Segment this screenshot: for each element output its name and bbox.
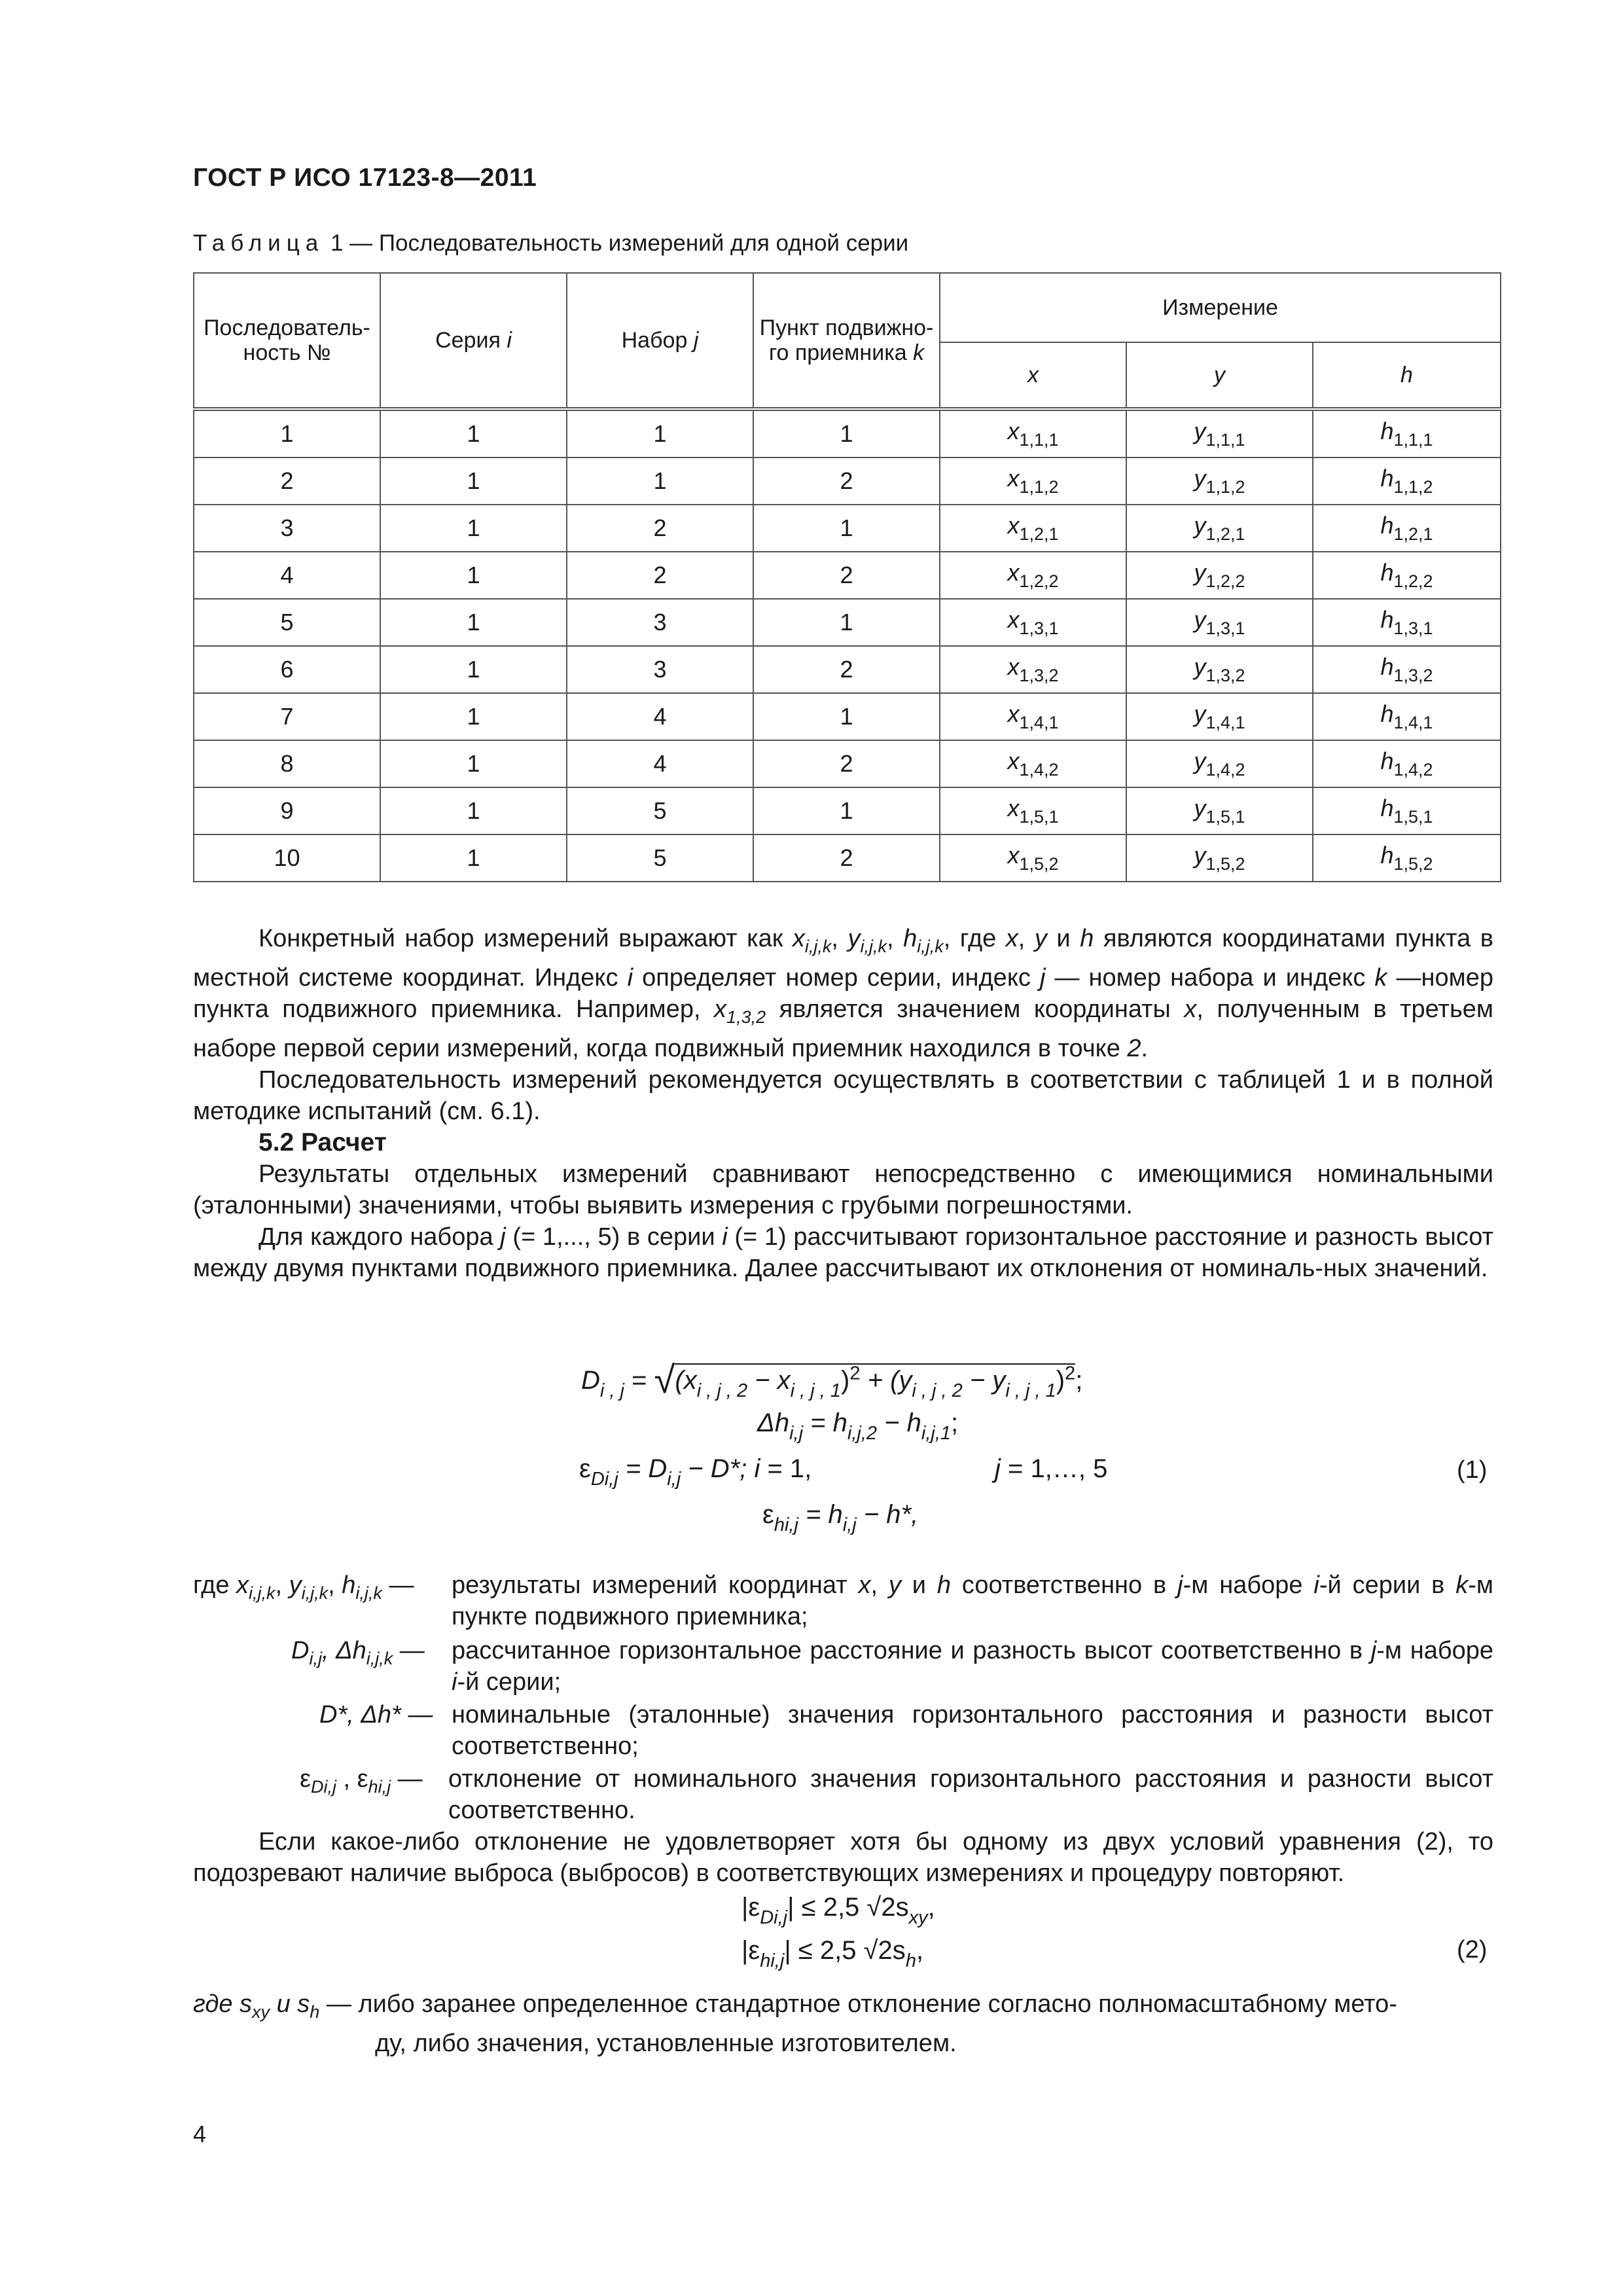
where-desc-nominal: номинальные (эталонные) значения горизонтального расстояния и разности высот соответственно; <box>452 1701 1493 1760</box>
table-cell-i: 1 <box>380 646 567 693</box>
equation-distance-deviation: $\varepsilon_{Di,j} = D_{i,j} - D*$; i = 1, <box>579 1454 812 1490</box>
table-cell-j: 4 <box>567 740 753 787</box>
table-cell-n: 6 <box>194 646 380 693</box>
table-caption-text: 1 — Последовательность измерений для одной серии <box>324 230 909 256</box>
table-cell-y: $y_{1,5,1}$ <box>1126 787 1313 834</box>
table-row <box>194 834 1501 882</box>
body-text <box>193 923 1493 1284</box>
table-cell-j: 3 <box>567 599 753 646</box>
table-cell-j: 2 <box>567 505 753 552</box>
table-cell-x: $x_{1,2,2}$ <box>940 552 1126 599</box>
table-cell-n: 10 <box>194 834 380 882</box>
table-cell-h: $h_{1,3,1}$ <box>1313 599 1501 646</box>
paragraph-sequence: Последовательность измерений рекомендуется осуществлять в соответствии с таблицей 1 и в полной методике испытаний (см. 6.1). <box>193 1066 1493 1125</box>
table-cell-y: $y_{1,2,1}$ <box>1126 505 1313 552</box>
table-cell-y: $y_{1,3,1}$ <box>1126 599 1313 646</box>
table-cell-i: 1 <box>380 409 567 457</box>
table-cell-i: 1 <box>380 505 567 552</box>
table-cell-i: 1 <box>380 457 567 505</box>
table-cell-y: $y_{1,5,2}$ <box>1126 834 1313 882</box>
table-cell-h: $h_{1,3,2}$ <box>1313 646 1501 693</box>
where-std-line-2: ду, либо значения, установленные изготовителем. <box>375 2030 957 2057</box>
table-cell-h: $h_{1,4,2}$ <box>1313 740 1501 787</box>
table-cell-x: $x_{1,1,2}$ <box>940 457 1126 505</box>
sqrt-icon: √ <box>654 1359 675 1401</box>
where-std-line-1: где $s_{xy}$ и $s_h$ — либо заранее определенное стандартное отклонение согласно полномасштабному мето- <box>193 1990 1397 2022</box>
table-cell-n: 7 <box>194 693 380 740</box>
paragraph-comparison: Результаты отдельных измерений сравнивают непосредственно с имеющимися номинальными (эталонными) значениями, чтобы выявить измерения с грубыми погрешностями. <box>193 1160 1493 1219</box>
table-row <box>194 646 1501 693</box>
equation-distance-condition: $|\varepsilon_{Di,j}| \le 2,5$ $√2s_{xy}$, <box>741 1893 935 1928</box>
table-cell-n: 1 <box>194 409 380 457</box>
table-cell-y: $y_{1,4,2}$ <box>1126 740 1313 787</box>
equation-distance: $D_{i , j} = √(x_{i , j , 2} - x_{i , j , 1})^2 + (y_{i , j , 2} - y_{i , j , 1})^2$; <box>581 1359 1083 1401</box>
table-row <box>194 457 1501 505</box>
col-header-series: Серия i <box>380 273 567 409</box>
table-row <box>194 505 1501 552</box>
table-cell-j: 4 <box>567 693 753 740</box>
table-cell-y: $y_{1,1,2}$ <box>1126 457 1313 505</box>
table-cell-j: 3 <box>567 646 753 693</box>
table-caption-word: Таблица <box>193 230 325 256</box>
table-cell-x: $x_{1,3,1}$ <box>940 599 1126 646</box>
col-header-measurement: Измерение <box>940 273 1501 342</box>
table-cell-k: 1 <box>753 693 940 740</box>
table-cell-h: $h_{1,1,1}$ <box>1313 409 1501 457</box>
table-cell-x: $x_{1,5,2}$ <box>940 834 1126 882</box>
table-cell-k: 2 <box>753 552 940 599</box>
table-cell-k: 1 <box>753 409 940 457</box>
table-cell-k: 2 <box>753 834 940 882</box>
table-caption <box>193 230 908 257</box>
where-desc-xyh: результаты измерений координат x, y и h соответственно в j-м наборе i-й серии в k-м пункте подвижного приемника; <box>452 1571 1494 1630</box>
col-header-y: y <box>1126 342 1313 409</box>
table-cell-k: 2 <box>753 740 940 787</box>
table-cell-i: 1 <box>380 552 567 599</box>
table-cell-k: 1 <box>753 599 940 646</box>
table-cell-x: $x_{1,1,1}$ <box>940 409 1126 457</box>
table-row <box>194 693 1501 740</box>
table-cell-n: 5 <box>194 599 380 646</box>
table-cell-i: 1 <box>380 693 567 740</box>
table-cell-i: 1 <box>380 599 567 646</box>
table-row <box>194 409 1501 457</box>
col-header-sequence: Последователь- ность № <box>194 273 380 409</box>
table-cell-k: 2 <box>753 646 940 693</box>
where-symbols-deviation: $\varepsilon_{Di,j}$ , $\varepsilon_{hi,j}$ — <box>300 1765 423 1797</box>
table-cell-h: $h_{1,1,2}$ <box>1313 457 1501 505</box>
equation-j-range: j = 1,…, 5 <box>995 1454 1108 1483</box>
table-cell-n: 9 <box>194 787 380 834</box>
table-cell-y: $y_{1,1,1}$ <box>1126 409 1313 457</box>
table-cell-x: $x_{1,3,2}$ <box>940 646 1126 693</box>
table-cell-h: $h_{1,4,1}$ <box>1313 693 1501 740</box>
table-cell-j: 5 <box>567 834 753 882</box>
table-cell-k: 1 <box>753 505 940 552</box>
measurement-sequence-table <box>193 272 1501 882</box>
table-row <box>194 552 1501 599</box>
table-cell-h: $h_{1,2,2}$ <box>1313 552 1501 599</box>
equation-height-diff: $\Delta h_{i,j} = h_{i,j,2} - h_{i,j,1}$; <box>757 1408 959 1444</box>
table-cell-n: 2 <box>194 457 380 505</box>
where-symbols-nominal: D*, Δh* — <box>319 1701 433 1729</box>
table-row <box>194 787 1501 834</box>
table-cell-k: 1 <box>753 787 940 834</box>
section-heading-5-2: 5.2 Расчет <box>259 1128 387 1157</box>
equation-height-condition: $|\varepsilon_{hi,j}| \le 2,5$ $√2s_h$, <box>741 1936 924 1971</box>
table-cell-y: $y_{1,3,2}$ <box>1126 646 1313 693</box>
table-cell-j: 5 <box>567 787 753 834</box>
col-header-h: h <box>1313 342 1501 409</box>
table-cell-h: $h_{1,5,1}$ <box>1313 787 1501 834</box>
table-cell-n: 8 <box>194 740 380 787</box>
table-cell-h: $h_{1,2,1}$ <box>1313 505 1501 552</box>
where-symbols-dist: $D_{i,j}$, $\Delta h_{i,j,k}$ — <box>291 1637 425 1668</box>
where-desc-deviation: отклонение от номинального значения горизонтального расстояния и разности высот соответственно. <box>448 1765 1493 1824</box>
table-cell-x: $x_{1,4,1}$ <box>940 693 1126 740</box>
table-cell-i: 1 <box>380 834 567 882</box>
where-list-2 <box>193 1988 1493 2059</box>
where-list-1 <box>0 1570 1623 1831</box>
table-cell-x: $x_{1,2,1}$ <box>940 505 1126 552</box>
table-cell-j: 2 <box>567 552 753 599</box>
table-row <box>194 599 1501 646</box>
table-cell-i: 1 <box>380 740 567 787</box>
col-header-set: Набор j <box>567 273 753 409</box>
paragraph-notation: Конкретный набор измерений выражают как $x_{i,j,k}$, $y_{i,j,k}$, $h_{i,j,k}$, где x, y и h являются координатами пункта в местной системе координат. Индекс i определяет номер серии, индекс j — номер набора и индекс k —номер пункта подвижного приемника. Например, $x_{1,3,2}$ является значением координаты x, полученным в третьем наборе первой серии измерений, когда подвижный приемник находился в точке 2. <box>193 925 1494 1062</box>
col-header-rover-point: Пункт подвижно- го приемника k <box>753 273 940 409</box>
table-cell-y: $y_{1,4,1}$ <box>1126 693 1313 740</box>
table-cell-x: $x_{1,4,2}$ <box>940 740 1126 787</box>
where-desc-dist: рассчитанное горизонтальное расстояние и разность высот соответственно в j-м наборе i-й серии; <box>452 1637 1494 1696</box>
table-cell-n: 4 <box>194 552 380 599</box>
table-cell-j: 1 <box>567 457 753 505</box>
table-cell-h: $h_{1,5,2}$ <box>1313 834 1501 882</box>
col-header-x: x <box>940 342 1126 409</box>
table-cell-k: 2 <box>753 457 940 505</box>
table-cell-x: $x_{1,5,1}$ <box>940 787 1126 834</box>
equation-number-1: (1) <box>1457 1456 1488 1484</box>
document-header: ГОСТ Р ИСО 17123-8—2011 <box>193 164 537 192</box>
paragraph-calculation: Для каждого набора j (= 1,..., 5) в серии i (= 1) рассчитывают горизонтальное расстояние и разность высот между двумя пунктами подвижного приемника. Далее рассчитывают их отклонения от номиналь-ных значений. <box>193 1223 1493 1282</box>
table-cell-j: 1 <box>567 409 753 457</box>
equation-height-deviation: $\varepsilon_{hi,j} = h_{i,j} - h*$, <box>762 1500 919 1535</box>
equation-number-2: (2) <box>1457 1936 1488 1964</box>
table-row <box>194 740 1501 787</box>
table-cell-n: 3 <box>194 505 380 552</box>
paragraph-outlier: Если какое-либо отклонение не удовлетворяет хотя бы одному из двух условий уравнения (2), то подозревают наличие выброса (выбросов) в соответствующих измерениях и процедуру повторяют. <box>193 1828 1493 1887</box>
page-number: 4 <box>193 2121 207 2147</box>
table-cell-y: $y_{1,2,2}$ <box>1126 552 1313 599</box>
table-cell-i: 1 <box>380 787 567 834</box>
where-symbols-xyh: где $x_{i,j,k}$, $y_{i,j,k}$, $h_{i,j,k}$ — <box>193 1571 414 1603</box>
